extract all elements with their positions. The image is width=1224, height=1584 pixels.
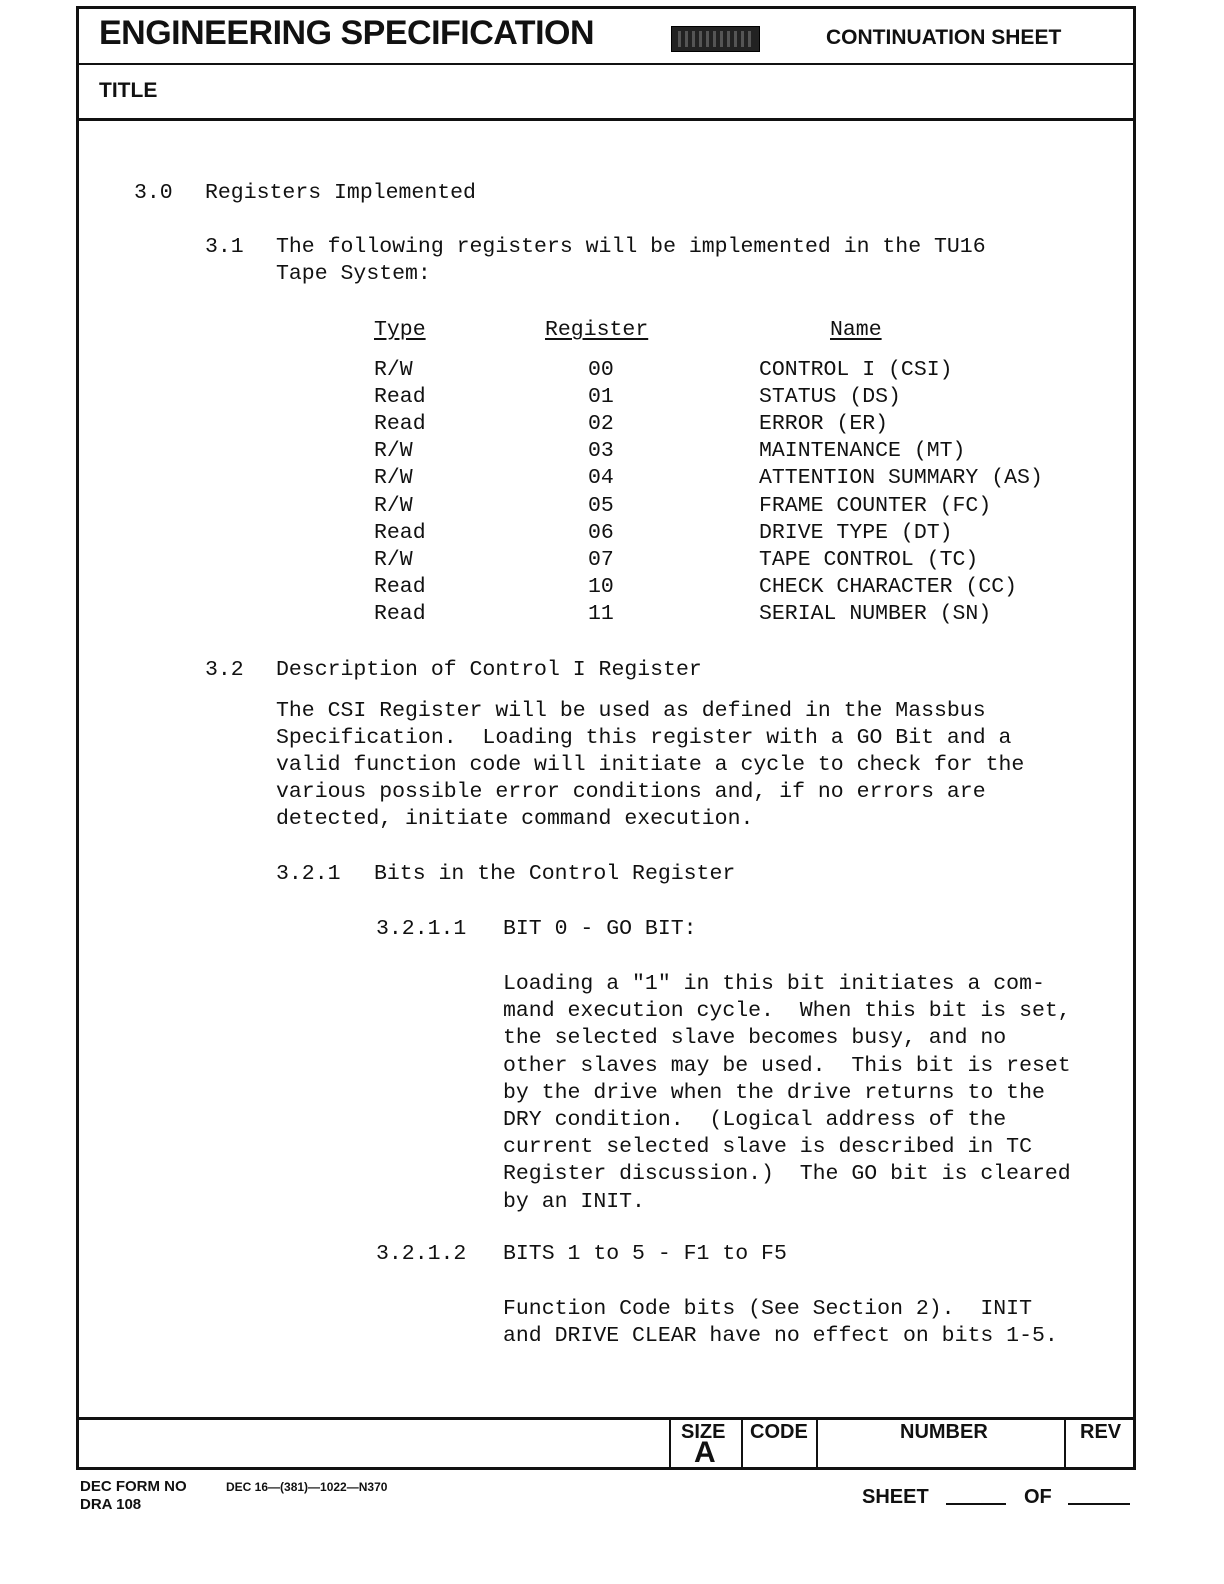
form-number-label: DEC FORM NO bbox=[80, 1478, 187, 1495]
continuation-sheet-label: CONTINUATION SHEET bbox=[826, 26, 1062, 49]
column-header-type: Type bbox=[374, 318, 426, 342]
size-label: SIZE bbox=[681, 1421, 726, 1443]
section-3-2-number: 3.2 bbox=[205, 658, 244, 682]
redacted-logo bbox=[671, 26, 760, 52]
table-cell-name: MAINTENANCE (MT) bbox=[759, 439, 966, 464]
table-cell-type: R/W bbox=[374, 439, 413, 464]
code-label: CODE bbox=[750, 1421, 808, 1443]
table-cell-name: CONTROL I (CSI) bbox=[759, 358, 953, 382]
paragraph-line: Register discussion.) The GO bit is cleared bbox=[503, 1162, 1071, 1187]
dra-number: DRA 108 bbox=[80, 1496, 142, 1513]
section-3-2-heading: Description of Control I Register bbox=[276, 658, 702, 682]
table-cell-type: Read bbox=[374, 385, 426, 410]
sheet-number-blank[interactable] bbox=[946, 1503, 1006, 1505]
table-cell-type: Read bbox=[374, 601, 426, 626]
header-divider bbox=[76, 63, 1136, 65]
form-code: DEC 16—(381)—1022—N370 bbox=[226, 1480, 388, 1494]
table-cell-name: TAPE CONTROL (TC) bbox=[759, 547, 979, 572]
paragraph-line: DRY condition. (Logical address of the bbox=[503, 1108, 1007, 1132]
paragraph-line: Specification. Loading this register with a GO Bit and a bbox=[276, 726, 1012, 750]
paragraph-line: various possible error conditions and, if no errors are bbox=[276, 780, 986, 804]
section-3-2-1-2-number: 3.2.1.2 bbox=[376, 1242, 467, 1266]
paragraph-line: Loading a "1" in this bit initiates a com- bbox=[503, 972, 1045, 996]
section-3-0-number: 3.0 bbox=[134, 181, 173, 205]
number-label: NUMBER bbox=[900, 1421, 988, 1443]
title-block-separator bbox=[669, 1417, 671, 1470]
table-cell-type: Read bbox=[374, 520, 426, 545]
section-3-2-1-1-number: 3.2.1.1 bbox=[376, 917, 467, 941]
table-cell-name: DRIVE TYPE (DT) bbox=[759, 520, 953, 545]
title-block-separator bbox=[816, 1417, 818, 1470]
table-cell-register: 07 bbox=[588, 547, 614, 572]
paragraph-line: valid function code will initiate a cycle to check for the bbox=[276, 753, 1025, 777]
sheet-label: SHEET bbox=[862, 1486, 929, 1508]
table-cell-name: SERIAL NUMBER (SN) bbox=[759, 601, 992, 626]
section-3-1-line: Tape System: bbox=[276, 262, 431, 286]
column-header-name: Name bbox=[830, 318, 882, 342]
table-cell-register: 04 bbox=[588, 466, 614, 491]
section-3-1-line: The following registers will be implemented in the TU16 bbox=[276, 235, 986, 259]
table-cell-register: 01 bbox=[588, 385, 614, 410]
paragraph-line: Function Code bits (See Section 2). INIT bbox=[503, 1297, 1032, 1321]
table-cell-register: 00 bbox=[588, 358, 614, 382]
section-3-2-1-heading: Bits in the Control Register bbox=[374, 862, 736, 886]
of-label: OF bbox=[1024, 1486, 1052, 1508]
table-cell-type: R/W bbox=[374, 547, 413, 572]
section-3-1-number: 3.1 bbox=[205, 235, 244, 259]
paragraph-line: the selected slave becomes busy, and no bbox=[503, 1026, 1007, 1051]
size-value: A bbox=[694, 1436, 716, 1469]
table-cell-name: FRAME COUNTER (FC) bbox=[759, 493, 992, 518]
title-block-divider bbox=[76, 1417, 1136, 1420]
table-cell-type: Read bbox=[374, 412, 426, 437]
section-3-0-heading: Registers Implemented bbox=[205, 181, 476, 205]
table-cell-name: ERROR (ER) bbox=[759, 412, 889, 437]
table-cell-register: 06 bbox=[588, 520, 614, 545]
paragraph-line: other slaves may be used. This bit is reset bbox=[503, 1053, 1071, 1078]
form-title: ENGINEERING SPECIFICATION bbox=[99, 14, 595, 52]
table-cell-type: R/W bbox=[374, 358, 413, 382]
title-block-separator bbox=[1064, 1417, 1066, 1470]
table-cell-register: 10 bbox=[588, 574, 614, 599]
sheet-total-blank[interactable] bbox=[1068, 1503, 1130, 1505]
table-cell-type: R/W bbox=[374, 466, 413, 491]
table-cell-name: STATUS (DS) bbox=[759, 385, 901, 410]
section-3-2-1-number: 3.2.1 bbox=[276, 862, 341, 886]
paragraph-line: by the drive when the drive returns to the bbox=[503, 1080, 1045, 1105]
title-divider bbox=[76, 118, 1136, 121]
paragraph-line: current selected slave is described in TC bbox=[503, 1135, 1032, 1160]
table-cell-name: ATTENTION SUMMARY (AS) bbox=[759, 466, 1043, 491]
table-cell-register: 05 bbox=[588, 493, 614, 518]
table-cell-name: CHECK CHARACTER (CC) bbox=[759, 574, 1018, 599]
column-header-register: Register bbox=[545, 318, 649, 342]
paragraph-line: by an INIT. bbox=[503, 1189, 645, 1214]
table-cell-register: 11 bbox=[588, 601, 614, 626]
paragraph-line: detected, initiate command execution. bbox=[276, 807, 754, 831]
section-3-2-1-2-heading: BITS 1 to 5 - F1 to F5 bbox=[503, 1242, 787, 1266]
paragraph-line: mand execution cycle. When this bit is set, bbox=[503, 999, 1071, 1024]
rev-label: REV bbox=[1080, 1421, 1122, 1443]
table-cell-type: Read bbox=[374, 574, 426, 599]
table-cell-register: 02 bbox=[588, 412, 614, 437]
section-3-2-1-1-heading: BIT 0 - GO BIT: bbox=[503, 917, 697, 941]
title-label: TITLE bbox=[99, 79, 158, 102]
paragraph-line: The CSI Register will be used as defined in the Massbus bbox=[276, 699, 986, 723]
title-block-separator bbox=[741, 1417, 743, 1470]
paragraph-line: and DRIVE CLEAR have no effect on bits 1-5. bbox=[503, 1324, 1058, 1348]
table-cell-register: 03 bbox=[588, 439, 614, 464]
table-cell-type: R/W bbox=[374, 493, 413, 518]
